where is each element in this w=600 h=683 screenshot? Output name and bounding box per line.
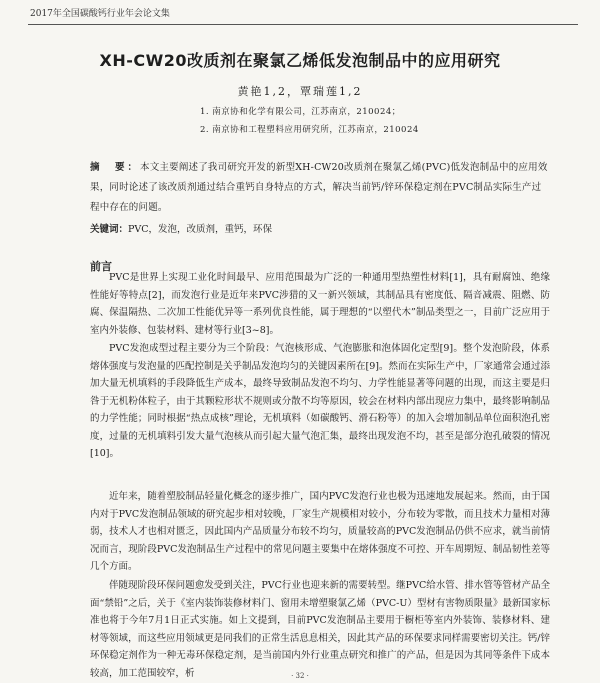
abstract-text: 本文主要阐述了我司研究开发的新型XH-CW20改质剂在聚氯乙烯(PVC)低发泡制品中的应用效果，同时论述了该改质剂通过结合重钙自身特点的方式，解决当前钙/锌环保稳定剂在PVC制品实际生产过程中存在的问题。 [90, 162, 548, 213]
keywords-label: 关键词： [90, 224, 129, 235]
author-line: 黄艳1,2，覃瑞莲1,2 [237, 85, 363, 98]
abstract-label: 摘 要： [90, 162, 141, 173]
running-header: 2017年全国碳酸钙行业年会论文集 [30, 9, 170, 19]
header-rule [28, 24, 578, 25]
body-paragraph-4: 伴随现阶段环保问题愈发受到关注，PVC行业也迎来新的需要转型。继PVC给水管、排水管等管材产品全面“禁铅”之后，关于《室内装饰装修材料门、窗用未增塑聚氯乙烯（PVC-U）型材有害物质限量》最新国家标准也将于今年7月1日正式实施。如上文提到，目前PVC发泡制品主要用于橱柜等室内外装饰、装修材料、建材等领域，而这些应用领域更是同我们的正常生活息息相关，因此其产品的环保要求同样需要密切关注。钙/锌环保稳定剂作为一种无毒环保稳定剂，是当前国内外行业重点研究和推广的产品，但是因为其同等条件下成本较高，加工范围较窄，析 [90, 580, 550, 679]
section-heading-preface: 前言 [90, 260, 112, 273]
affiliation-2: 2. 南京协和工程塑料应用研究所，江苏南京，210024 [200, 125, 419, 135]
page-number: · 32 · [291, 672, 309, 680]
keywords [90, 221, 550, 235]
body-paragraph-3: 近年来，随着塑胶制品轻量化概念的逐步推广，国内PVC发泡行业也极为迅速地发展起来。然而，由于国内对于PVC发泡制品领域的研究起步相对较晚，厂家生产规模相对较小，分布较为零散，而且技术力量相对薄弱，技术人才也相对匮乏，因此国内产品质量分布较不均匀，质量较高的PVC发泡制品仍供不应求，就当前情况而言，现阶段PVC发泡制品生产过程中的常见问题主要集中在熔体强度不可控、开车周期短、制品韧性差等几个方面。 [90, 491, 550, 572]
body-paragraph-1: PVC是世界上实现工业化时间最早、应用范围最为广泛的一种通用型热塑性材料[1]，具有耐腐蚀、绝缘性能好等特点[2]，而发泡行业是近年来PVC涉猎的又一新兴领域，其制品具有密度低、隔音减震、阻燃、防腐、保温隔热、二次加工性能优异等一系列优良性能，属于理想的“以塑代木”制品类型之一，目前广泛应用于室内外装修、包装材料、建材等行业[3~8]。 [90, 272, 550, 336]
paper-title: XH-CW20改质剂在聚氯乙烯低发泡制品中的应用研究 [99, 51, 501, 70]
body-paragraph-2: PVC发泡成型过程主要分为三个阶段：气泡核形成、气泡膨胀和泡体固化定型[9]。整个发泡阶段，体系熔体强度与发泡量的匹配控制是关乎制品发泡均匀的关键因素所在[9]。然而在实际生产中，厂家通常会通过添加大量无机填料的手段降低生产成本，最终导致制品发泡不均匀、力学性能显著等问题的出现，而这主要是归咎于无机粉体粒子，由于其颗粒形状不规则或分散不均等原因，较会在材料内部出现应力集中，最终影响制品的力学性能；同时根据“热点成核”理论，无机填料（如碳酸钙、滑石粉等）的加入会增加制品单位面积泡孔密度，过量的无机填料引发大量气泡核从而引起大量气泡汇集，最终出现发泡不均，甚至是部分泡孔破裂的情况[10]。 [90, 343, 550, 459]
affiliation-1: 1. 南京协和化学有限公司，江苏南京，210024； [200, 107, 401, 117]
keywords-text: PVC，发泡，改质剂，重钙，环保 [128, 224, 273, 235]
abstract [90, 158, 550, 218]
